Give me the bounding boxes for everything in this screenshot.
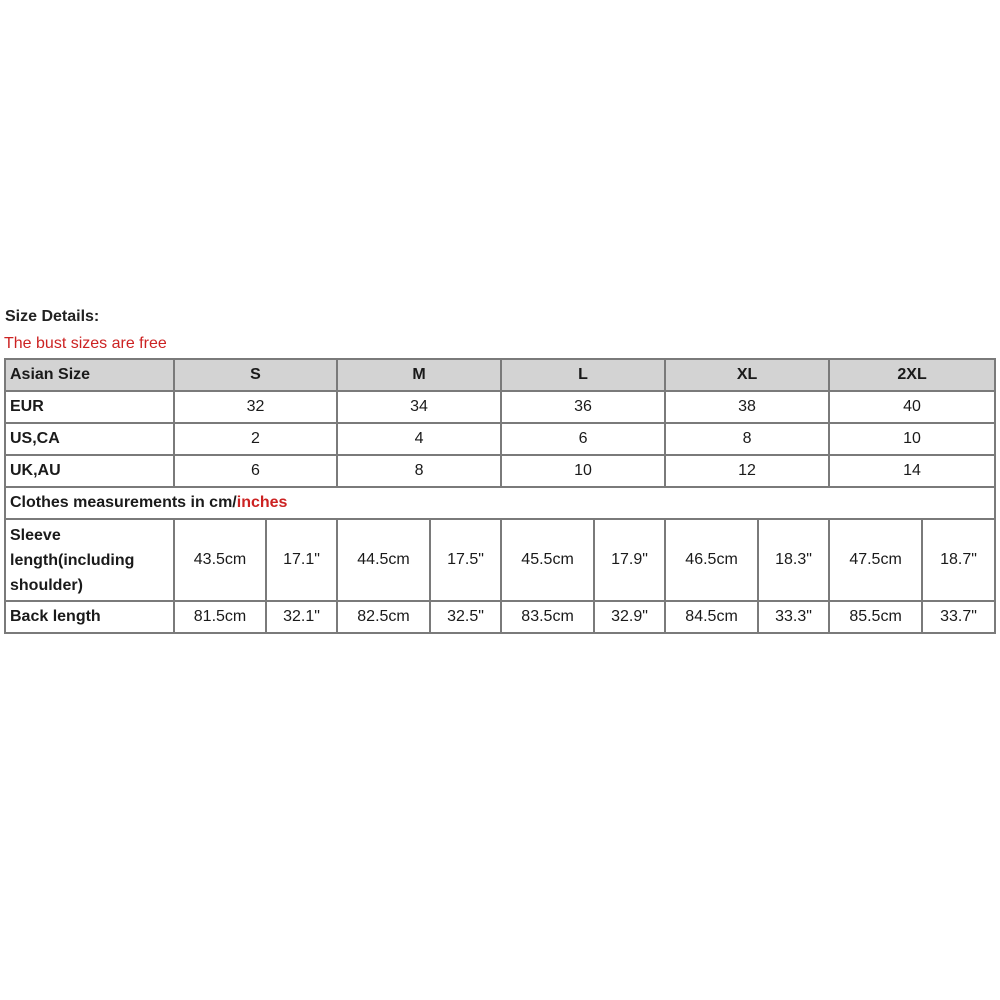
table-cell: 40 — [829, 391, 995, 423]
table-cell-inches: 32.5" — [430, 601, 501, 633]
asian-size-header: Asian Size — [5, 359, 174, 391]
size-row-eur — [5, 391, 995, 423]
table-cell-cm: 43.5cm — [174, 519, 266, 601]
row-label-uk-au: UK,AU — [5, 455, 174, 487]
table-cell: 6 — [501, 423, 665, 455]
table-cell: 10 — [501, 455, 665, 487]
table-cell: 34 — [337, 391, 501, 423]
table-cell: 6 — [174, 455, 337, 487]
table-cell: 8 — [665, 423, 829, 455]
table-cell: 36 — [501, 391, 665, 423]
table-cell: 8 — [337, 455, 501, 487]
table-cell: 10 — [829, 423, 995, 455]
table-cell: 2 — [174, 423, 337, 455]
row-label-us-ca: US,CA — [5, 423, 174, 455]
table-cell-cm: 82.5cm — [337, 601, 430, 633]
bust-size-note: The bust sizes are free — [4, 335, 167, 352]
table-cell-cm: 83.5cm — [501, 601, 594, 633]
table-cell: 38 — [665, 391, 829, 423]
table-cell-cm: 44.5cm — [337, 519, 430, 601]
table-cell-cm: 81.5cm — [174, 601, 266, 633]
measurements-heading — [5, 487, 995, 519]
row-label-eur: EUR — [5, 391, 174, 423]
table-cell: 12 — [665, 455, 829, 487]
measurements-heading-inches: inches — [236, 494, 288, 511]
size-header-s: S — [174, 359, 337, 391]
table-cell-inches: 32.9" — [594, 601, 665, 633]
table-cell-inches: 33.7" — [922, 601, 995, 633]
measurement-row-back-length — [5, 601, 995, 633]
measurements-heading-prefix: Clothes measurements in cm/ — [10, 494, 237, 511]
table-cell-inches: 17.5" — [430, 519, 501, 601]
size-row-uk-au — [5, 455, 995, 487]
table-cell-inches: 17.1" — [266, 519, 337, 601]
table-cell-inches: 18.3" — [758, 519, 829, 601]
measurements-heading-row — [5, 487, 995, 519]
table-cell-cm: 84.5cm — [665, 601, 758, 633]
table-cell-inches: 33.3" — [758, 601, 829, 633]
size-header-l: L — [501, 359, 665, 391]
table-cell: 4 — [337, 423, 501, 455]
table-cell-cm: 45.5cm — [501, 519, 594, 601]
table-cell-cm: 85.5cm — [829, 601, 922, 633]
row-label-back-length: Back length — [5, 601, 174, 633]
size-header-xl: XL — [665, 359, 829, 391]
row-label-sleeve-length: Sleeve length(including shoulder) — [5, 519, 174, 601]
table-cell-cm: 46.5cm — [665, 519, 758, 601]
size-header-2xl: 2XL — [829, 359, 995, 391]
table-cell: 32 — [174, 391, 337, 423]
measurement-row-sleeve — [5, 519, 995, 601]
size-details-title: Size Details: — [5, 308, 100, 325]
table-cell: 14 — [829, 455, 995, 487]
table-cell-cm: 47.5cm — [829, 519, 922, 601]
size-header-row — [5, 359, 995, 391]
size-chart-table — [4, 358, 996, 634]
table-cell-inches: 18.7" — [922, 519, 995, 601]
table-cell-inches: 17.9" — [594, 519, 665, 601]
size-header-m: M — [337, 359, 501, 391]
size-row-us-ca — [5, 423, 995, 455]
table-cell-inches: 32.1" — [266, 601, 337, 633]
